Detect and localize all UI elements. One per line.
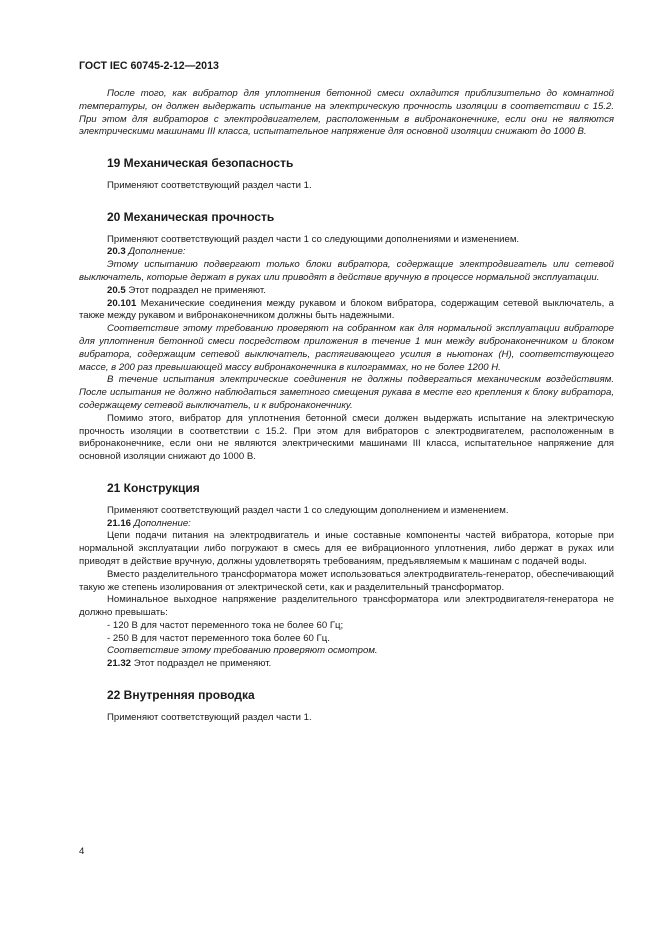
section-19-text: Применяют соответствующий раздел части 1.: [107, 179, 312, 191]
clause-number: 21.32: [107, 658, 132, 670]
clause-text: Этот подраздел не применяют.: [128, 284, 266, 296]
section-21-p3: Номинальное выходное напряжение разделительного трансформатора или электродвигателя-генератора не должно превышать:: [79, 594, 614, 619]
section-21-intro: Применяют соответствующий раздел части 1 со следующим дополнением и изменением.: [107, 504, 509, 516]
section-22-title: 22 Внутренняя проводка: [107, 688, 255, 703]
clause-number: 20.5: [107, 284, 126, 296]
clause-number: 21.16: [107, 517, 132, 529]
clause-label: Дополнение:: [133, 517, 191, 529]
clause-20-101: [79, 298, 614, 324]
page-number: 4: [79, 846, 85, 857]
clause-text: Этот подраздел не применяют.: [133, 658, 272, 670]
clause-text: Механические соединения между рукавом и блоком вибратора, содержащим сетевой выключатель, а также между рукавом и вибронаконечником должны быть надежными.: [79, 297, 614, 322]
section-21-p1: Цепи подачи питания на электродвигатель и иные составные компоненты частей вибратора, которые при нормальной эксплуатации либо погружают в смесь для ее вибрационного уплотнения, либо держат в руках или приводят в действие вручную, должны удовлетворять требованиям, предъявляемым к машинам с подачей воды.: [79, 530, 614, 567]
clause-21-32: [79, 658, 614, 671]
test-paragraph-2: В течение испытания электрические соединения не должны подвергаться механическим воздействиям. После испытания не должно наблюдаться заметного смещения рукава в месте его крепления к блоку вибратора, содержащему сетевой выключатель, и к вибронаконечнику.: [79, 374, 614, 411]
clause-20-3-heading: [79, 246, 614, 259]
section-20-intro: Применяют соответствующий раздел части 1 со следующими дополнениями и изменением.: [107, 233, 520, 245]
standard-header: ГОСТ IEC 60745-2-12—2013: [79, 60, 219, 72]
list-item: - 120 В для частот переменного тока не более 60 Гц;: [107, 619, 344, 631]
section-21-title: 21 Конструкция: [107, 480, 200, 495]
clause-21-16-heading: [79, 518, 614, 531]
section-21-p2: Вместо разделительного трансформатора может использоваться электродвигатель-генератор, обеспечивающий такую же степень изолирования от электрической сети, как и разделительный трансформатор.: [79, 568, 614, 593]
section-22-text: Применяют соответствующий раздел части 1.: [107, 711, 312, 723]
intro-paragraph: После того, как вибратор для уплотнения бетонной смеси охладится приблизительно до комнатной температуры, он должен выдержать испытание на электрическую прочность изоляции в соответствии с 15.2. При этом для вибраторов с электродвигателем, расположенным в вибронаконечнике, если они не являются электрическими машинами III класса, испытательное напряжение для основной изоляции снижают до 1000 В.: [79, 88, 614, 138]
section-21-check: Соответствие этому требованию проверяют осмотром.: [107, 645, 378, 657]
clause-label: Дополнение:: [128, 246, 186, 258]
section-20-extra: Помимо этого, вибратор для уплотнения бетонной смеси должен выдержать испытание на электрическую прочность изоляции в соответствии с 15.2. При этом для вибраторов с электродвигателем, расположенным в вибронаконечнике, если они не являются электрическими машинами III класса, испытательное напряжение для основной изоляции снижают до 1000 В.: [79, 412, 614, 463]
list-item: - 250 В для частот переменного тока более 60 Гц.: [107, 632, 330, 644]
test-paragraph-1: Соответствие этому требованию проверяют на собранном как для нормальной эксплуатации вибраторе для уплотнения бетонной смеси посредством приложения в течение 1 мин между вибронаконечником и блоком вибратора, содержащим сетевой выключатель, растягивающего усилия в ньютонах (Н), соответствующего массе, в 200 раз превышающей массу вибронаконечника в килограммах, но не более 1200 Н.: [79, 323, 614, 373]
clause-number: 20.101: [107, 297, 137, 309]
document-body: [79, 88, 614, 725]
section-20-title: 20 Механическая прочность: [107, 209, 275, 224]
section-19-title: 19 Механическая безопасность: [107, 156, 294, 171]
clause-number: 20.3: [107, 246, 126, 258]
clause-20-3-text: Этому испытанию подвергают только блоки вибратора, содержащие электродвигатель или сетевой выключатель, которые держат в руках или приводят в действие вручную в процессе нормальной эксплуатации.: [79, 259, 614, 283]
clause-20-5: [79, 285, 614, 298]
